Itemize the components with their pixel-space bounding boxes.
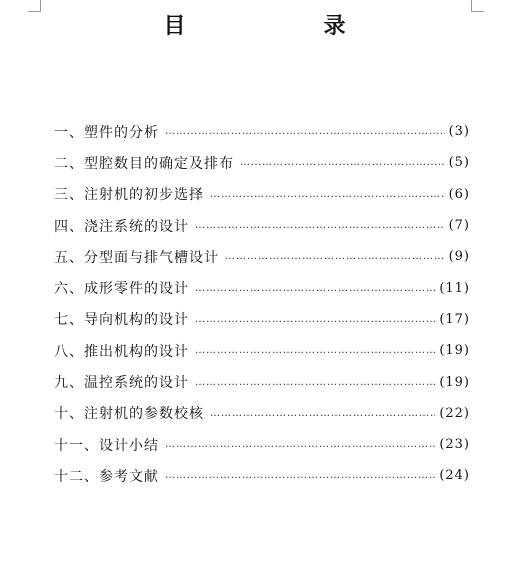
toc-entry-label: 十二、参考文献 — [54, 468, 159, 485]
toc-entry-page: (7) — [448, 218, 470, 234]
toc-entry[interactable] — [54, 241, 470, 272]
toc-entry-label: 六、成形零件的设计 — [54, 281, 189, 298]
toc-entry[interactable] — [54, 398, 470, 429]
toc-entry-page: (24) — [439, 468, 470, 484]
toc-dot-leader — [165, 470, 435, 481]
toc-entry[interactable] — [54, 366, 470, 397]
toc-dot-leader — [195, 377, 435, 388]
toc-entry-page: (22) — [439, 405, 470, 421]
toc-entry[interactable] — [54, 272, 470, 303]
toc-dot-leader — [210, 189, 445, 200]
toc-entry[interactable] — [54, 429, 470, 460]
toc-entry-label: 八、推出机构的设计 — [54, 343, 189, 360]
toc-entry-label: 三、注射机的初步选择 — [54, 187, 204, 204]
toc-dot-leader — [210, 408, 435, 419]
table-of-contents — [54, 116, 470, 492]
toc-entry-page: (9) — [448, 249, 470, 265]
toc-dot-leader — [195, 345, 435, 356]
toc-entry-page: (19) — [439, 343, 470, 359]
toc-entry-page: (11) — [439, 280, 470, 296]
toc-entry-page: (17) — [439, 311, 470, 327]
toc-entry-label: 七、导向机构的设计 — [54, 312, 189, 329]
toc-entry[interactable] — [54, 179, 470, 210]
toc-dot-leader — [225, 251, 445, 262]
toc-entry-page: (19) — [439, 374, 470, 390]
toc-entry[interactable] — [54, 335, 470, 366]
toc-entry[interactable] — [54, 304, 470, 335]
toc-entry-page: (23) — [439, 437, 470, 453]
toc-entry[interactable] — [54, 116, 470, 147]
toc-entry-page: (5) — [448, 155, 470, 171]
page-title: 目 录 — [163, 13, 404, 39]
toc-entry-label: 十一、设计小结 — [54, 437, 159, 454]
toc-dot-leader — [165, 126, 445, 137]
toc-entry-label: 九、温控系统的设计 — [54, 375, 189, 392]
toc-entry-label: 十、注射机的参数校核 — [54, 406, 204, 423]
toc-entry-label: 二、型腔数目的确定及排布 — [54, 155, 234, 172]
toc-entry-label: 五、分型面与排气槽设计 — [54, 249, 219, 266]
toc-entry[interactable] — [54, 210, 470, 241]
toc-dot-leader — [195, 220, 445, 231]
toc-entry[interactable] — [54, 460, 470, 491]
toc-dot-leader — [240, 157, 445, 168]
toc-entry-page: (3) — [448, 124, 470, 140]
toc-entry-page: (6) — [448, 186, 470, 202]
toc-entry-label: 一、塑件的分析 — [54, 124, 159, 141]
toc-dot-leader — [195, 314, 435, 325]
toc-entry-label: 四、浇注系统的设计 — [54, 218, 189, 235]
toc-dot-leader — [195, 283, 435, 294]
toc-dot-leader — [165, 439, 435, 450]
toc-entry[interactable] — [54, 147, 470, 178]
